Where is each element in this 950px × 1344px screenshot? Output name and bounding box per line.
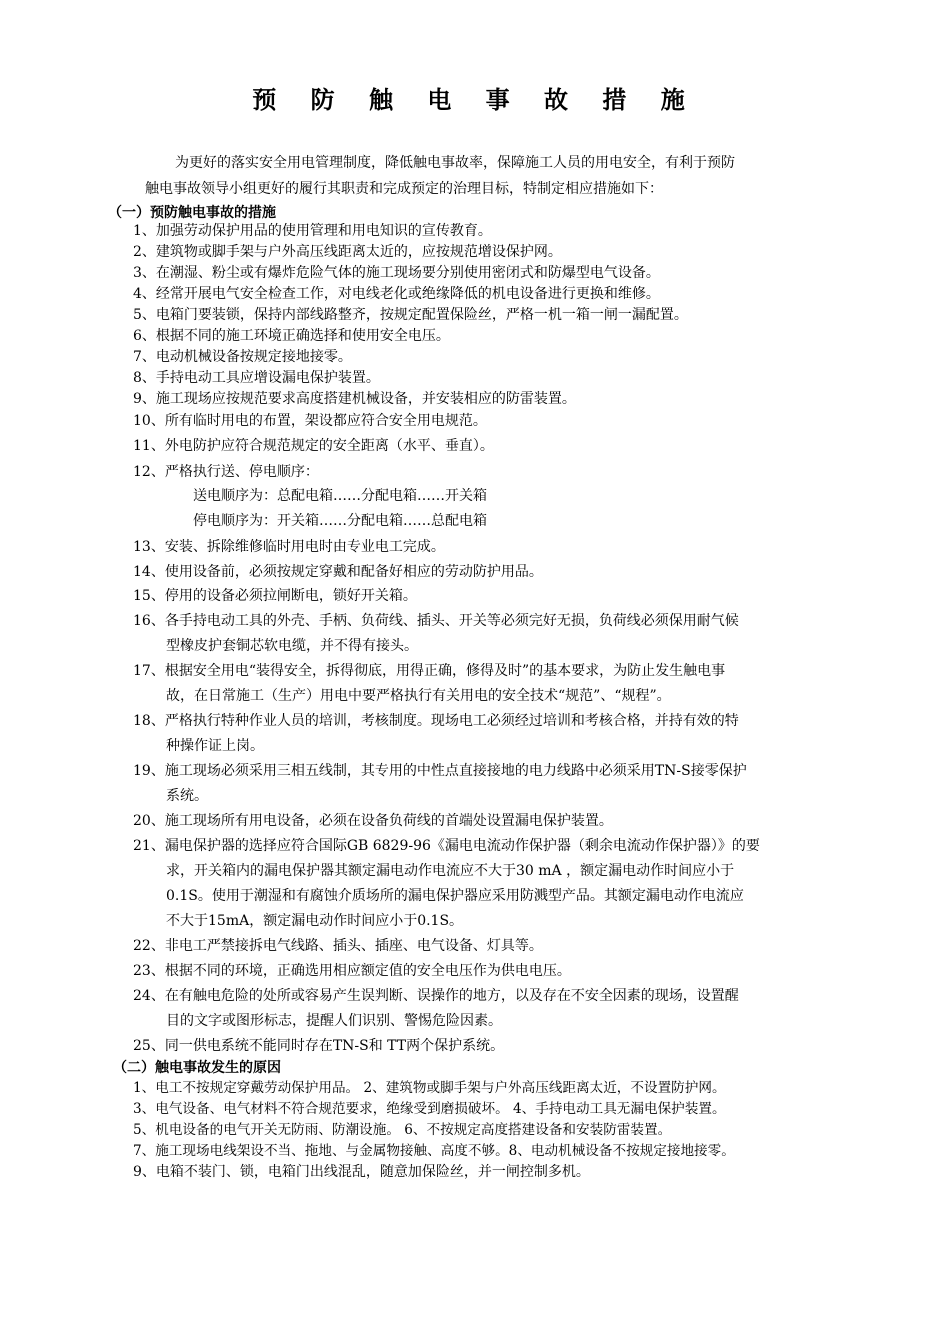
section-heading-causes: （二）触电事故发生的原因 <box>113 1060 281 1076</box>
intro-line-2: 触电事故领导小组更好的履行其职责和完成预定的治理目标，特制定相应措施如下： <box>145 181 663 197</box>
measure-line: 7、电动机械设备按规定接地接零。 <box>133 349 352 365</box>
measure-line: 20、施工现场所有用电设备，必须在设备负荷线的首端处设置漏电保护装置。 <box>133 813 613 829</box>
measure-line: 12、严格执行送、停电顺序： <box>133 464 319 480</box>
cause-line: 1、电工不按规定穿戴劳动保护用品。 2、建筑物或脚手架与户外高压线距离太近，不设置防护网。 <box>133 1080 726 1096</box>
measure-continuation: 型橡皮护套铜芯软电缆，并不得有接头。 <box>166 638 418 654</box>
measure-line: 19、施工现场必须采用三相五线制，其专用的中性点直接接地的电力线路中必须采用TN-S接零保护 <box>133 763 747 779</box>
measure-line: 21、漏电保护器的选择应符合国际GB 6829-96《漏电电流动作保护器（剩余电流动作保护器）》的要 <box>133 838 760 854</box>
intro-line-1: 为更好的落实安全用电管理制度，降低触电事故率，保障施工人员的用电安全，有利于预防 <box>175 155 735 171</box>
measure-line: 25、同一供电系统不能同时存在TN-S和 TT两个保护系统。 <box>133 1038 505 1054</box>
measure-continuation: 0.1S。使用于潮湿和有腐蚀介质场所的漏电保护器应采用防溅型产品。其额定漏电动作电流应 <box>166 888 744 904</box>
measure-line: 24、在有触电危险的处所或容易产生误判断、误操作的地方，以及存在不安全因素的现场，设置醒 <box>133 988 739 1004</box>
measure-subline: 送电顺序为：总配电箱……分配电箱……开关箱 <box>193 488 487 504</box>
measure-line: 22、非电工严禁接拆电气线路、插头、插座、电气设备、灯具等。 <box>133 938 543 954</box>
cause-line: 9、电箱不装门、锁，电箱门出线混乱，随意加保险丝，并一闸控制多机。 <box>133 1164 590 1180</box>
measure-line: 9、施工现场应按规范要求高度搭建机械设备，并安装相应的防雷装置。 <box>133 391 576 407</box>
measure-line: 4、经常开展电气安全检查工作，对电线老化或绝缘降低的机电设备进行更换和维修。 <box>133 286 660 302</box>
measure-continuation: 不大于15mA，额定漏电动作时间应小于0.1S。 <box>166 913 464 929</box>
measure-line: 14、使用设备前，必须按规定穿戴和配备好相应的劳动防护用品。 <box>133 564 543 580</box>
page-title: 预 防 触 电 事 故 措 施 <box>252 86 698 114</box>
section-heading-measures: （一）预防触电事故的措施 <box>108 205 276 221</box>
cause-line: 3、电气设备、电气材料不符合规范要求，绝缘受到磨损破坏。 4、手持电动工具无漏电保护装置。 <box>133 1101 726 1117</box>
measure-line: 10、所有临时用电的布置，架设都应符合安全用电规范。 <box>133 413 487 429</box>
measure-line: 8、手持电动工具应增设漏电保护装置。 <box>133 370 380 386</box>
measure-line: 6、根据不同的施工环境正确选择和使用安全电压。 <box>133 328 450 344</box>
measure-line: 16、各手持电动工具的外壳、手柄、负荷线、插头、开关等必须完好无损，负荷线必须保用耐气候 <box>133 613 739 629</box>
measure-line: 2、建筑物或脚手架与户外高压线距离太近的，应按规范增设保护网。 <box>133 244 562 260</box>
cause-line: 7、施工现场电线架设不当、拖地、与金属物接触、高度不够。8、电动机械设备不按规定接地接零。 <box>133 1143 735 1159</box>
measure-line: 11、外电防护应符合规范规定的安全距离（水平、垂直）。 <box>133 438 494 454</box>
measure-continuation: 种操作证上岗。 <box>166 738 264 754</box>
measure-continuation: 系统。 <box>166 788 208 804</box>
measure-line: 18、严格执行特种作业人员的培训，考核制度。现场电工必须经过培训和考核合格，并持有效的特 <box>133 713 739 729</box>
measure-continuation: 故，在日常施工（生产）用电中要严格执行有关用电的安全技术“规范”、“规程”。 <box>166 688 671 704</box>
measure-continuation: 求，开关箱内的漏电保护器其额定漏电动作电流应不大于30 mA ，额定漏电动作时间应小于 <box>166 863 735 879</box>
measure-continuation: 目的文字或图形标志，提醒人们识别、警惕危险因素。 <box>166 1013 502 1029</box>
measure-line: 13、安装、拆除维修临时用电时由专业电工完成。 <box>133 539 445 555</box>
measure-line: 15、停用的设备必须拉闸断电，锁好开关箱。 <box>133 588 417 604</box>
measure-line: 17、根据安全用电“装得安全，拆得彻底，用得正确，修得及时”的基本要求，为防止发生触电事 <box>133 663 726 679</box>
measure-line: 5、电箱门要装锁，保持内部线路整齐，按规定配置保险丝，严格一机一箱一闸一漏配置。 <box>133 307 688 323</box>
measure-subline: 停电顺序为：开关箱……分配电箱……总配电箱 <box>193 513 487 529</box>
measure-line: 3、在潮湿、粉尘或有爆炸危险气体的施工现场要分别使用密闭式和防爆型电气设备。 <box>133 265 660 281</box>
measure-line: 23、根据不同的环境，正确选用相应额定值的安全电压作为供电电压。 <box>133 963 571 979</box>
measure-line: 1、加强劳动保护用品的使用管理和用电知识的宣传教育。 <box>133 223 492 239</box>
cause-line: 5、机电设备的电气开关无防雨、防潮设施。 6、不按规定高度搭建设备和安装防雷装置。 <box>133 1122 672 1138</box>
